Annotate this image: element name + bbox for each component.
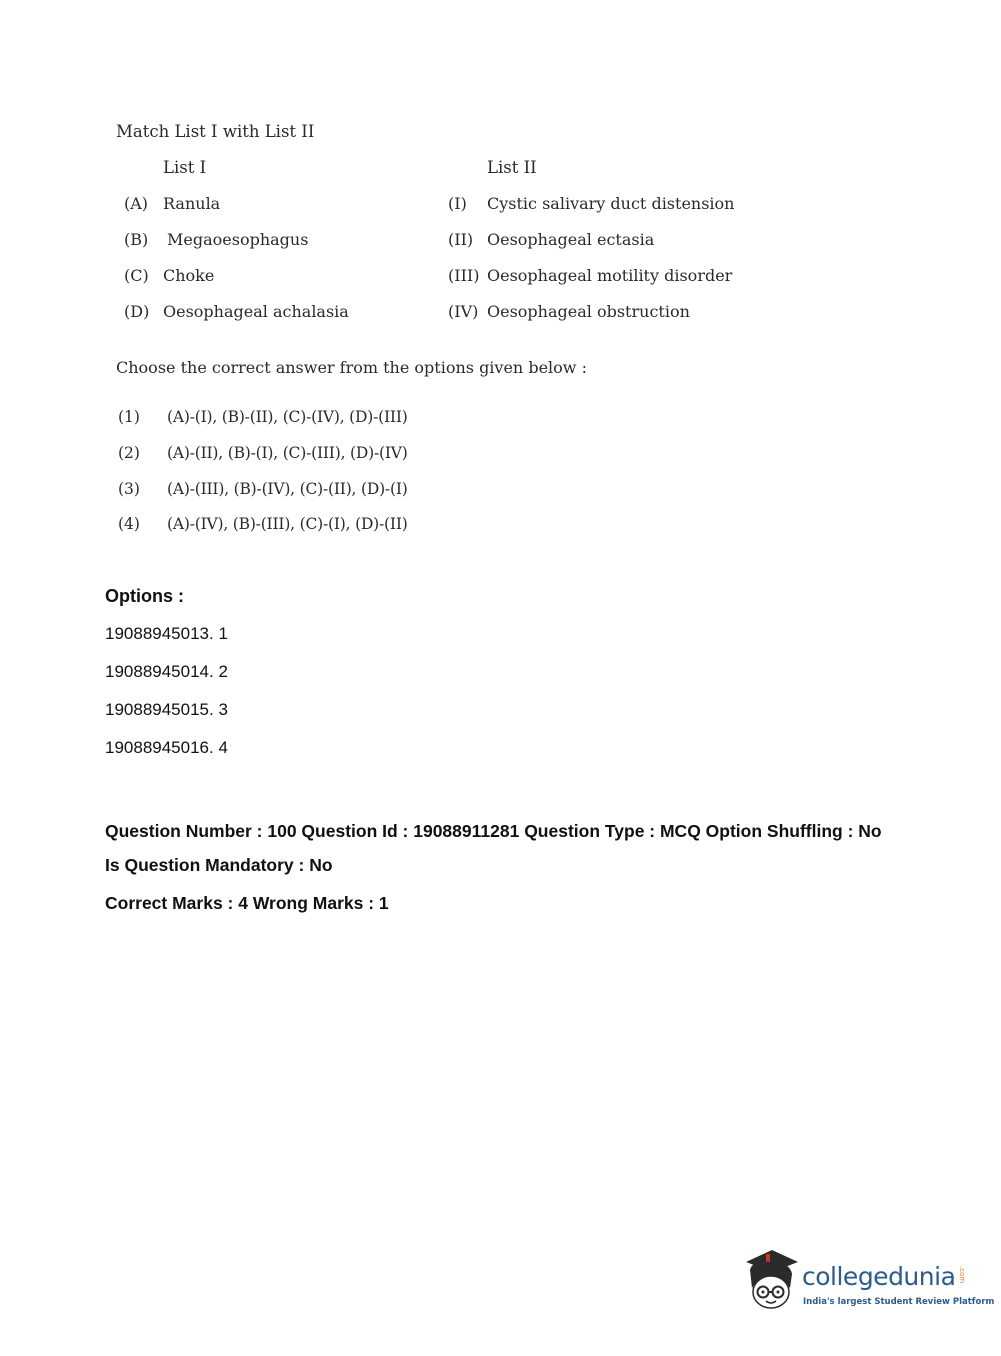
choice-text: (A)-(III), (B)-(IV), (C)-(II), (D)-(I)	[167, 480, 408, 498]
list2-item: Oesophageal ectasia	[487, 230, 655, 249]
list2-label: (III)	[448, 266, 480, 285]
list2-label: (II)	[448, 230, 474, 249]
choice-text: (A)-(IV), (B)-(III), (C)-(I), (D)-(II)	[167, 515, 408, 533]
option-item: 19088945015. 3	[105, 700, 228, 719]
list1-item: Choke	[163, 266, 215, 285]
choice-text: (A)-(II), (B)-(I), (C)-(III), (D)-(IV)	[167, 444, 408, 462]
option-item: 19088945013. 1	[105, 624, 228, 643]
list2-item: Cystic salivary duct distension	[487, 194, 735, 213]
mascot-icon	[740, 1244, 802, 1316]
question-mandatory-line: Is Question Mandatory : No	[105, 855, 333, 875]
list2-label: (I)	[448, 194, 467, 213]
choice-number: (2)	[118, 444, 140, 462]
marks-line: Correct Marks : 4 Wrong Marks : 1	[105, 893, 389, 913]
list2-item: Oesophageal obstruction	[487, 302, 690, 321]
option-item: 19088945016. 4	[105, 738, 228, 757]
list1-item: Megaoesophagus	[167, 230, 309, 249]
collegedunia-logo	[740, 1244, 995, 1324]
match-row	[0, 302, 1001, 324]
choice-text: (A)-(I), (B)-(II), (C)-(IV), (D)-(III)	[167, 408, 408, 426]
list2-label: (IV)	[448, 302, 479, 321]
list1-label: (B)	[124, 230, 149, 249]
question-heading: Match List I with List II	[116, 122, 315, 141]
list1-label: (A)	[124, 194, 149, 213]
choice-number: (1)	[118, 408, 140, 426]
logo-suffix: .com	[958, 1266, 966, 1284]
list1-label: (D)	[124, 302, 150, 321]
list2-item: Oesophageal motility disorder	[487, 266, 733, 285]
logo-tagline: India's largest Student Review Platform	[803, 1297, 995, 1307]
list1-header: List I	[163, 158, 207, 177]
choice-number: (4)	[118, 515, 140, 533]
list1-item: Oesophageal achalasia	[163, 302, 349, 321]
logo-wordmark: collegedunia	[802, 1262, 956, 1291]
options-heading: Options :	[105, 586, 184, 606]
match-row	[0, 266, 1001, 288]
list1-label: (C)	[124, 266, 149, 285]
option-item: 19088945014. 2	[105, 662, 228, 681]
match-row	[0, 194, 1001, 216]
match-row	[0, 230, 1001, 252]
question-meta-line: Question Number : 100 Question Id : 19088911281 Question Type : MCQ Option Shuffling : No	[105, 821, 882, 841]
list2-header: List II	[487, 158, 537, 177]
instruction-text: Choose the correct answer from the options given below :	[116, 358, 587, 377]
choice-number: (3)	[118, 480, 140, 498]
list1-item: Ranula	[163, 194, 221, 213]
